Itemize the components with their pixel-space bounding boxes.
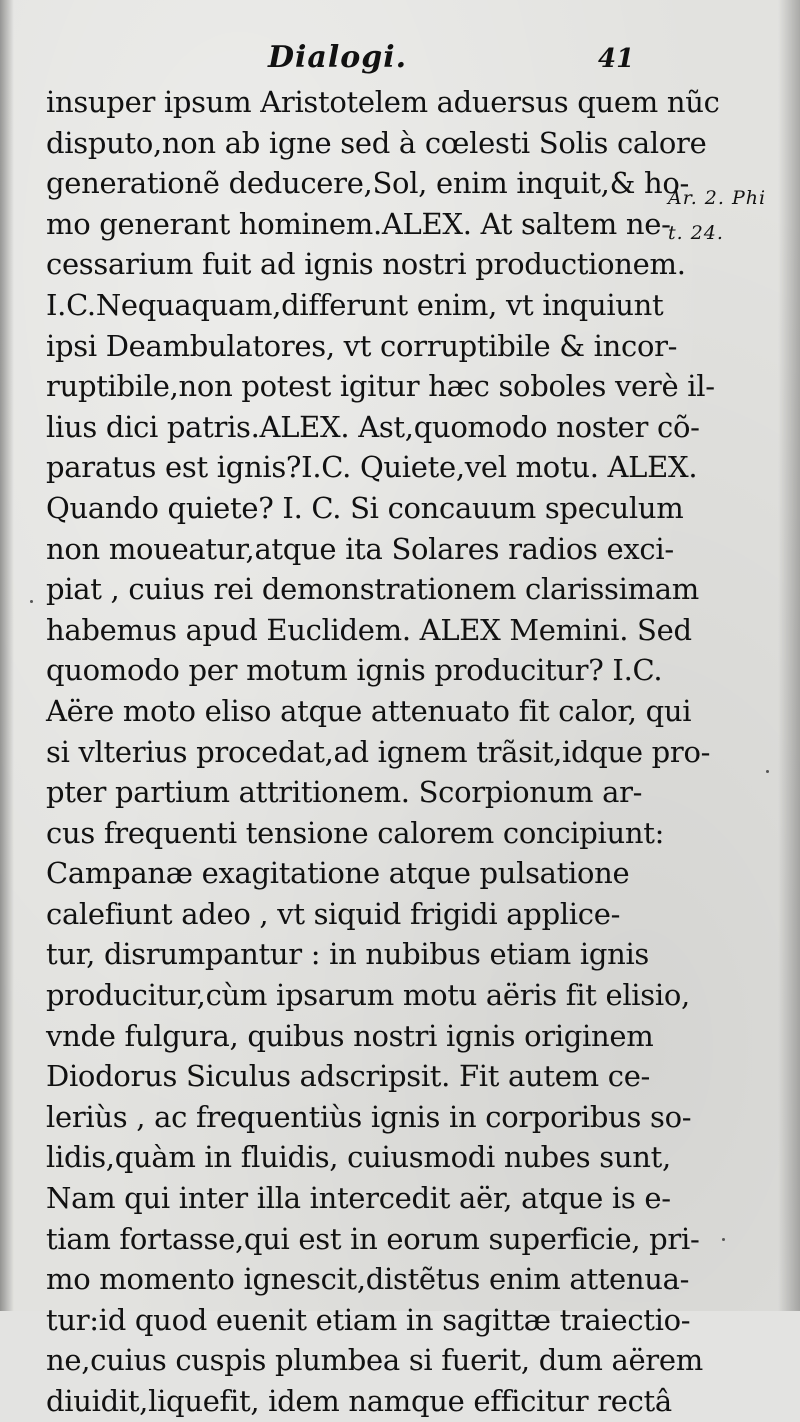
text-line: ruptibile,non potest igitur hæc soboles verè il-: [46, 369, 715, 404]
text-line: Aëre moto eliso atque attenuato fit calor, qui: [46, 693, 692, 728]
running-title: Dialogi.: [268, 40, 408, 75]
text-line: insuper ipsum Aristotelem aduersus quem nũc: [46, 85, 720, 119]
page-edge-shadow: [778, 0, 800, 1311]
text-line: mo generant hominem.ALEX. At saltem ne-: [46, 206, 671, 241]
text-line: paratus est ignis?I.C. Quiete,vel motu. ALEX.: [46, 450, 698, 485]
paper-speck: [722, 1238, 725, 1241]
text-line: cessarium fuit ad ignis nostri productionem.: [46, 247, 686, 282]
text-line: Nam qui inter illa intercedit aër, atque is e-: [46, 1181, 671, 1216]
text-line: quomodo per motum ignis producitur? I.C.: [46, 653, 663, 688]
text-line: lius dici patris.ALEX. Ast,quomodo noster cõ-: [46, 409, 700, 444]
text-line: si vlterius procedat,ad ignem trãsit,idque pro-: [46, 734, 711, 769]
text-line: disputo,non ab igne sed à cœlesti Solis calore: [46, 125, 707, 160]
text-line: tiam fortasse,qui est in eorum superficie, pri-: [46, 1221, 700, 1256]
paper-speck: [766, 770, 769, 773]
text-line: vnde fulgura, quibus nostri ignis originem: [46, 1018, 654, 1053]
text-line: habemus apud Euclidem. ALEX Memini. Sed: [46, 612, 692, 647]
text-line: tur:id quod euenit etiam in sagittæ traiectio-: [46, 1302, 691, 1337]
text-line: cus frequenti tensione calorem concipiunt:: [46, 815, 665, 850]
text-line: Campanæ exagitatione atque pulsatione: [46, 856, 630, 891]
text-line: mo momento ignescit,distẽtus enim attenua-: [46, 1262, 690, 1297]
text-line: non moueatur,atque ita Solares radios exci-: [46, 531, 674, 566]
text-line: Quando quiete? I. C. Si concauum speculum: [46, 490, 684, 525]
text-line: diuidit,liquefit, idem namque efficitur rectâ: [46, 1384, 672, 1418]
text-line: Diodorus Siculus adscripsit. Fit autem ce-: [46, 1059, 651, 1094]
text-line: ne,cuius cuspis plumbea si fuerit, dum aërem: [46, 1343, 703, 1378]
margin-note-citation: Ar. 2. Phi: [668, 187, 767, 209]
page-number: 41: [598, 44, 635, 74]
paper-speck: [30, 600, 33, 603]
text-line: calefiunt adeo , vt siquid frigidi applice-: [46, 896, 621, 931]
gutter-shadow: [0, 0, 14, 1311]
text-line: I.C.Nequaquam,differunt enim, vt inquiunt: [46, 287, 664, 322]
text-line: leriùs , ac frequentiùs ignis in corporibus so-: [46, 1099, 692, 1134]
text-line: pter partium attritionem. Scorpionum ar-: [46, 775, 643, 810]
text-line: tur, disrumpantur : in nubibus etiam ignis: [46, 937, 650, 972]
margin-note-citation-cont: t. 24.: [668, 222, 724, 244]
text-line: generationẽ deducere,Sol, enim inquit,& ho-: [46, 166, 690, 201]
text-line: ipsi Deambulatores, vt corruptibile & incor-: [46, 328, 678, 363]
text-line: piat , cuius rei demonstrationem clarissimam: [46, 572, 699, 607]
text-line: producitur,cùm ipsarum motu aëris fit elisio,: [46, 978, 690, 1013]
text-line: lidis,quàm in fluidis, cuiusmodi nubes sunt,: [46, 1140, 671, 1175]
